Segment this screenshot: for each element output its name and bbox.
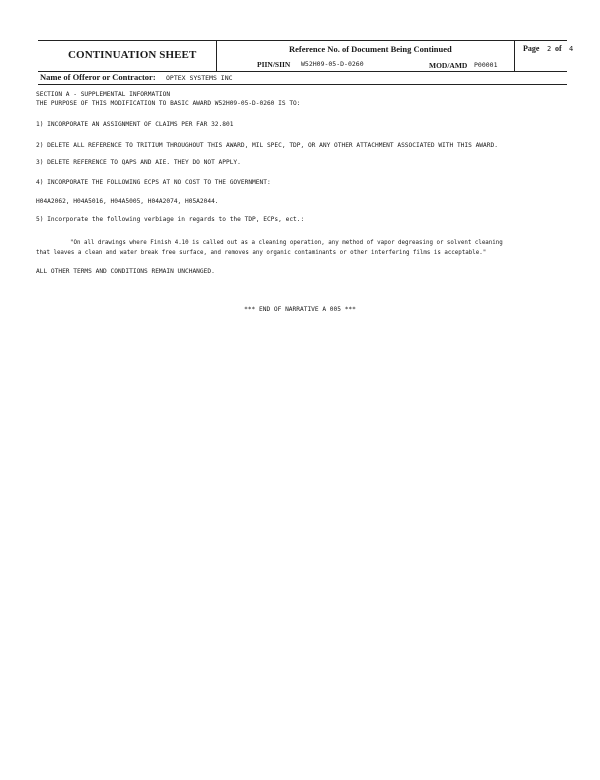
section-heading: SECTION A - SUPPLEMENTAL INFORMATION <box>36 91 171 98</box>
page-number: 2 <box>547 45 552 53</box>
ecp-list: H04A2062, H04A5016, H04A5005, H04A2074, H05A2044. <box>36 198 219 205</box>
item-2: 2) DELETE ALL REFERENCE TO TRITIUM THROUGHOUT THIS AWARD, MIL SPEC, TDP, OR ANY OTHER ATTACHMENT ASSOCIATED WITH THIS AWARD. <box>36 142 498 149</box>
mod-value: P00001 <box>474 61 498 69</box>
offeror-row <box>38 70 567 85</box>
page-of: of <box>555 44 562 53</box>
offeror-name: OPTEX SYSTEMS INC <box>166 74 233 82</box>
page-total: 4 <box>569 45 574 53</box>
page-label: Page <box>523 44 540 53</box>
item-5: 5) Incorporate the following verbiage in regards to the TDP, ECPs, ect.: <box>36 216 305 223</box>
piin-label: PIIN/SIIN <box>257 60 291 69</box>
page-cell <box>514 41 574 71</box>
reference-title: Reference No. of Document Being Continued <box>289 44 452 54</box>
reference-cell <box>216 41 515 71</box>
item-3: 3) DELETE REFERENCE TO QAPS AND AIE. THEY DO NOT APPLY. <box>36 159 241 166</box>
mod-label: MOD/AMD <box>429 61 468 70</box>
closing-statement: ALL OTHER TERMS AND CONDITIONS REMAIN UNCHANGED. <box>36 268 215 275</box>
item-4: 4) INCORPORATE THE FOLLOWING ECPS AT NO COST TO THE GOVERNMENT: <box>36 179 271 186</box>
continuation-header <box>38 40 574 72</box>
piin-value: W52H09-05-D-0260 <box>301 60 364 68</box>
quote-line-2: that leaves a clean and water break free surface, and removes any organic contaminants or other interfering films is acceptable." <box>36 250 487 256</box>
end-of-narrative: *** END OF NARRATIVE A 005 *** <box>244 306 356 313</box>
offeror-label: Name of Offeror or Contractor: <box>40 72 156 82</box>
title-cell <box>38 41 216 71</box>
purpose-statement: THE PURPOSE OF THIS MODIFICATION TO BASIC AWARD W52H09-05-D-0260 IS TO: <box>36 100 301 107</box>
quote-line-1: "On all drawings where Finish 4.10 is called out as a cleaning operation, any method of vapor degreasing or solvent cleaning <box>70 240 503 246</box>
sheet-title: CONTINUATION SHEET <box>68 49 197 61</box>
item-1: 1) INCORPORATE AN ASSIGNMENT OF CLAIMS PER FAR 32.801 <box>36 121 234 128</box>
